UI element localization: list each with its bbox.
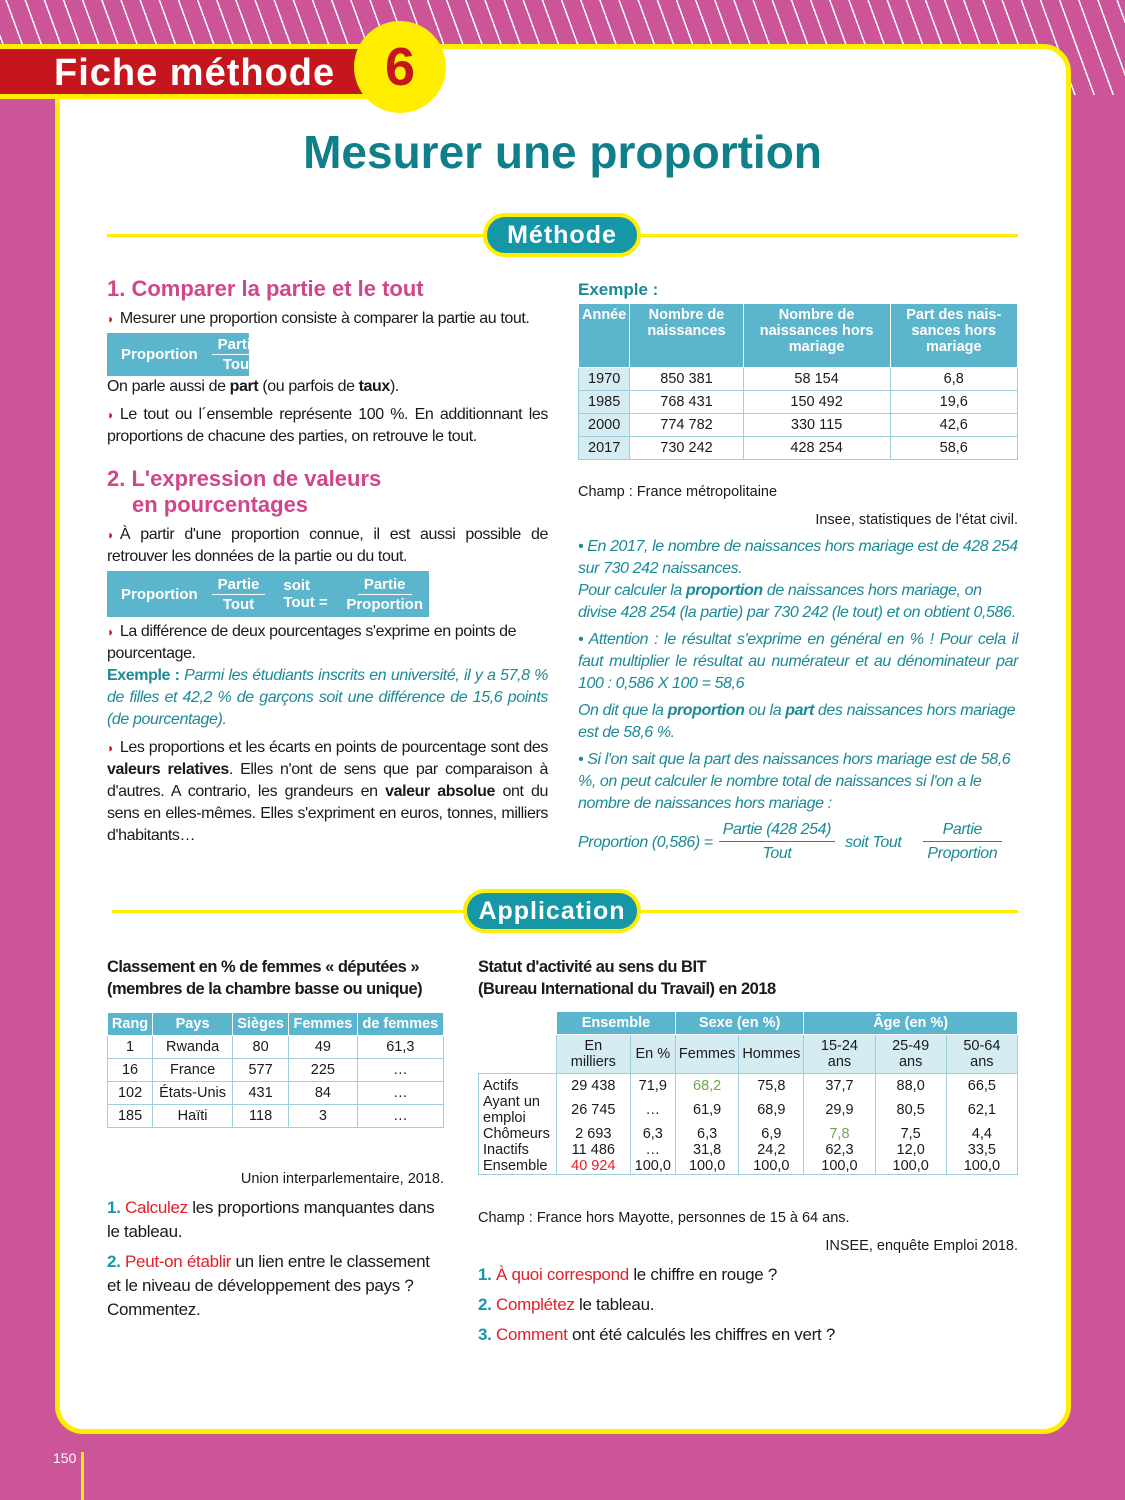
table-cell: …	[630, 1094, 675, 1126]
methode-pill: Méthode	[483, 213, 641, 257]
table-champ: Champ : France métropolitaine	[578, 484, 778, 500]
table-row	[479, 1074, 1018, 1095]
table-row	[479, 1142, 1018, 1158]
example-label: Exemple :	[578, 280, 659, 299]
bit-table-title: Statut d'activité au sens du BIT (Bureau International du Travail) en 2018	[478, 958, 776, 998]
page-number: 150	[53, 1450, 77, 1466]
table-cell: 7,8	[804, 1126, 875, 1142]
table-cell: 33,5	[946, 1142, 1017, 1158]
table-cell: 12,0	[875, 1142, 946, 1158]
table-cell: 37,7	[804, 1074, 875, 1095]
s2-example: Exemple : Parmi les étudiants inscrits en université, il y a 57,8 % de filles et 42,2 % de garçons soit une différence de 15,6 points (de pourcentage).	[107, 667, 549, 728]
question-left-1: 1. Calculez les proportions manquantes dans le tableau.	[107, 1198, 435, 1241]
bit-champ: Champ : France hors Mayotte, personnes de 15 à 64 ans.	[478, 1210, 850, 1226]
table-cell: Rwanda	[153, 1036, 233, 1059]
table-cell: Ensemble	[479, 1158, 557, 1175]
table-cell: 100,0	[875, 1158, 946, 1175]
column-header: de femmes	[357, 1013, 443, 1036]
table-cell: 61,3	[357, 1036, 443, 1059]
table-cell: 6,8	[890, 368, 1017, 391]
column-header: Nombre de naissances	[630, 304, 743, 368]
table-cell: Chômeurs	[479, 1126, 557, 1142]
table-cell: 29 438	[557, 1074, 631, 1095]
table-cell: 58 154	[743, 368, 890, 391]
table-cell: 577	[233, 1059, 289, 1082]
table-cell: 75,8	[739, 1074, 804, 1095]
table-row	[479, 1126, 1018, 1142]
births-table	[578, 303, 1018, 460]
column-header: Part des nais-sances hors mariage	[890, 304, 1017, 368]
table-cell: 768 431	[630, 391, 743, 414]
table-cell: 1970	[579, 368, 630, 391]
table-cell: 61,9	[675, 1094, 738, 1126]
table-row	[479, 1158, 1018, 1175]
table-cell: 2 693	[557, 1126, 631, 1142]
s2-p1: ◗ À partir d'une proportion connue, il est aussi possible de retrouver les données de la partie ou du tout.	[107, 526, 548, 565]
formula-label: Proportion	[121, 346, 198, 363]
bullet-icon: ◗	[107, 312, 114, 326]
table-cell: 774 782	[630, 414, 743, 437]
table-cell: 66,5	[946, 1074, 1017, 1095]
column-header: En %	[630, 1035, 675, 1074]
table-cell: 3	[289, 1105, 358, 1128]
table-cell: 100,0	[946, 1158, 1017, 1175]
table-cell: Haïti	[153, 1105, 233, 1128]
table-cell: 80	[233, 1036, 289, 1059]
question-right-2: 2. Complétez le tableau.	[478, 1295, 655, 1314]
table-cell: 6,3	[675, 1126, 738, 1142]
bullet-icon: ◗	[107, 741, 114, 755]
table-cell: 330 115	[743, 414, 890, 437]
table-row	[108, 1082, 444, 1105]
table-cell: 40 924	[557, 1158, 631, 1175]
header-label: Fiche méthode	[54, 52, 336, 94]
column-header: Nombre de naissances hors mariage	[743, 304, 890, 368]
table-row	[108, 1036, 444, 1059]
page-title: Mesurer une proportion	[303, 126, 822, 178]
table-cell: 118	[233, 1105, 289, 1128]
table-cell: 11 486	[557, 1142, 631, 1158]
table-cell: 80,5	[875, 1094, 946, 1126]
example-text-1: • En 2017, le nombre de naissances hors mariage est de 428 254 sur 730 242 naissances.	[578, 538, 1018, 577]
table-cell: 2017	[579, 437, 630, 460]
table-cell: 100,0	[804, 1158, 875, 1175]
example-text-5: • Si l'on sait que la part des naissances hors mariage est de 58,6 %, on peut calculer le nombre total de naissances si l'on a le nombre de naissances hors mariage :	[578, 751, 1011, 812]
header-band	[0, 44, 370, 99]
table-row	[579, 368, 1018, 391]
table-cell: 31,8	[675, 1142, 738, 1158]
table-cell: 185	[108, 1105, 153, 1128]
blank-header	[479, 1035, 557, 1074]
table-cell: …	[357, 1082, 443, 1105]
numerator: Partie	[212, 335, 266, 355]
column-header: En milliers	[557, 1035, 631, 1074]
table-cell: 62,1	[946, 1094, 1017, 1126]
table-cell: 4,4	[946, 1126, 1017, 1142]
table-cell: 100,0	[675, 1158, 738, 1175]
table-row	[479, 1094, 1018, 1126]
column-header: Hommes	[739, 1035, 804, 1074]
bit-source: INSEE, enquête Emploi 2018.	[825, 1238, 1018, 1254]
column-header: Ensemble	[557, 1012, 676, 1035]
table-cell: 29,9	[804, 1094, 875, 1126]
s1-p2: On parle aussi de part (ou parfois de taux).	[107, 378, 399, 395]
table-row	[579, 391, 1018, 414]
table-cell: Ayant un emploi	[479, 1094, 557, 1126]
table-cell: …	[357, 1105, 443, 1128]
table-cell: 42,6	[890, 414, 1017, 437]
column-header: 15-24 ans	[804, 1035, 875, 1074]
table-cell: 1985	[579, 391, 630, 414]
table-cell: 102	[108, 1082, 153, 1105]
column-header: Année	[579, 304, 630, 368]
text: Mesurer une proportion consiste à comparer la partie au tout.	[119, 310, 530, 327]
bit-table	[478, 1011, 1018, 1175]
question-left-2: 2. Peut-on établir un lien entre le classement et le niveau de développement des pays ? Commentez.	[107, 1252, 430, 1319]
example-formula: Proportion (0,586) = $\frac{\text{Partie (428 254)}}{\text{Tout}}$ soit Tout $\frac{\text{Partie}}{\text{Proportion}}$	[578, 819, 1018, 866]
s1-p1	[107, 308, 548, 330]
table-cell: États-Unis	[153, 1082, 233, 1105]
table-row	[579, 414, 1018, 437]
formula-tout: Proportion $\frac{\text{Partie}}{\text{Tout}}$ soit Tout = $\frac{\text{Partie}}{\text{Proportion}}$	[107, 571, 429, 617]
methode-left-column	[107, 276, 548, 847]
table-cell: …	[357, 1059, 443, 1082]
table-cell: Inactifs	[479, 1142, 557, 1158]
deputees-source: Union interparlementaire, 2018.	[240, 1171, 444, 1187]
table-cell: 49	[289, 1036, 358, 1059]
application-pill: Application	[463, 889, 641, 933]
table-cell: 100,0	[739, 1158, 804, 1175]
table-cell: 225	[289, 1059, 358, 1082]
table-cell: 1	[108, 1036, 153, 1059]
table-cell: 6,9	[739, 1126, 804, 1142]
table-cell: 84	[289, 1082, 358, 1105]
column-header: Femmes	[675, 1035, 738, 1074]
column-header: Sexe (en %)	[675, 1012, 803, 1035]
example-explanation	[578, 536, 1018, 866]
bullet-icon: ◗	[107, 408, 114, 422]
table-cell: 428 254	[743, 437, 890, 460]
column-header: Femmes	[289, 1013, 358, 1036]
table-source: Insee, statistiques de l'état civil.	[815, 512, 1018, 528]
table-cell: 19,6	[890, 391, 1017, 414]
table-cell: Actifs	[479, 1074, 557, 1095]
table-cell: 431	[233, 1082, 289, 1105]
denominator: Tout	[222, 356, 255, 373]
table-cell: 16	[108, 1059, 153, 1082]
deputees-table	[107, 1012, 444, 1128]
table-cell: 150 492	[743, 391, 890, 414]
bullet-icon: ◗	[107, 625, 114, 639]
table-cell: 7,5	[875, 1126, 946, 1142]
table-cell: 58,6	[890, 437, 1017, 460]
column-header: 25-49 ans	[875, 1035, 946, 1074]
example-text-2: Pour calculer la proportion de naissances hors mariage, on divise 428 254 (la partie) par 730 242 (le tout) et on obtient 0,586.	[578, 582, 1016, 621]
s2-p2: ◗ La différence de deux pourcentages s'exprime en points de pourcentage.	[107, 623, 517, 662]
formula-label: Proportion	[121, 585, 198, 603]
table-cell: 26 745	[557, 1094, 631, 1126]
table-cell: 88,0	[875, 1074, 946, 1095]
formula-proportion	[107, 333, 260, 376]
table-cell: 24,2	[739, 1142, 804, 1158]
table-row	[579, 437, 1018, 460]
deputees-table-title: Classement en % de femmes « députées » (membres de la chambre basse ou unique)	[107, 958, 423, 998]
table-cell: 850 381	[630, 368, 743, 391]
bullet-icon: ◗	[107, 528, 114, 542]
table-cell: …	[630, 1142, 675, 1158]
table-cell: France	[153, 1059, 233, 1082]
table-cell: 100,0	[630, 1158, 675, 1175]
blank-header	[479, 1012, 557, 1035]
table-row	[108, 1059, 444, 1082]
s2-p3: ◗ Les proportions et les écarts en points de pourcentage sont des valeurs relatives. Elles n'ont de sens que par comparaison à d'autres. A contrario, les grandeurs en valeur absolue ont du sens en elles-mêmes. Elles s'expriment en euros, tonnes, milliers d'habitants…	[107, 739, 548, 844]
example-text-3: • Attention : le résultat s'exprime en général en % ! Pour cela il faut multiplier le résultat au numérateur et au dénominateur par 100 : 0,586 X 100 = 58,6	[578, 631, 1018, 692]
example-text-4: On dit que la proportion ou la part des naissances hors mariage est de 58,6 %.	[578, 702, 1016, 741]
s1-p3: ◗ Le tout ou l´ensemble représente 100 %. En additionnant les proportions de chacune des parties, on retrouve le tout.	[107, 406, 548, 445]
table-cell: 68,2	[675, 1074, 738, 1095]
table-row	[108, 1105, 444, 1128]
table-cell: 2000	[579, 414, 630, 437]
table-cell: 71,9	[630, 1074, 675, 1095]
table-cell: 68,9	[739, 1094, 804, 1126]
table-cell: 62,3	[804, 1142, 875, 1158]
section2-title: 2. L'expression de valeurs en pourcentages	[107, 466, 382, 517]
column-header: Sièges	[233, 1013, 289, 1036]
question-right-3: 3. Comment ont été calculés les chiffres en vert ?	[478, 1325, 835, 1344]
table-cell: 6,3	[630, 1126, 675, 1142]
left-questions	[107, 1196, 445, 1322]
section1-title: 1. Comparer la partie et le tout	[107, 276, 424, 301]
method-number-badge: 6	[354, 21, 446, 113]
page-marker	[81, 1452, 84, 1500]
column-header: 50-64 ans	[946, 1035, 1017, 1074]
question-right-1: 1. À quoi correspond le chiffre en rouge ?	[478, 1265, 777, 1284]
right-questions	[478, 1263, 1018, 1347]
column-header: Âge (en %)	[804, 1012, 1018, 1035]
column-header: Rang	[108, 1013, 153, 1036]
table-cell: 730 242	[630, 437, 743, 460]
column-header: Pays	[153, 1013, 233, 1036]
